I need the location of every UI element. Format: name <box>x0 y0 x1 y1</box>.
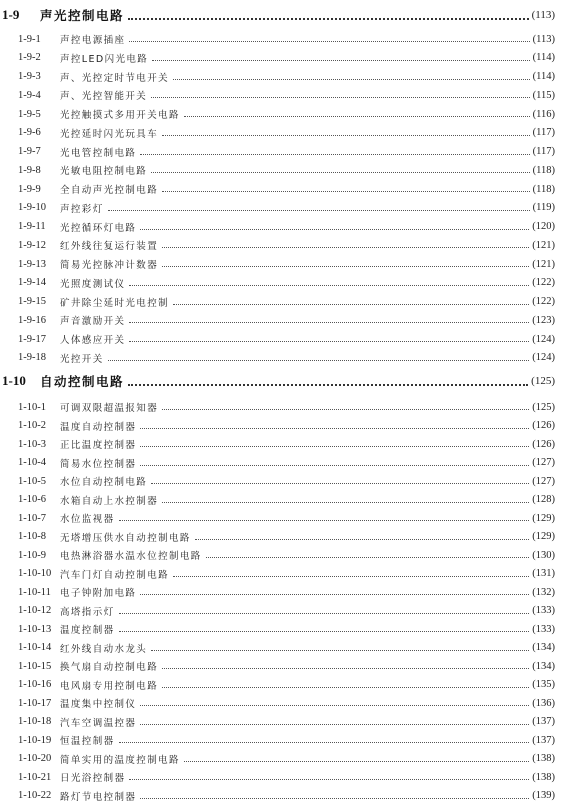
entry-title: 矿井除尘延时光电控制 <box>60 297 170 309</box>
dot-leader <box>173 304 529 305</box>
entry-number: 1-9-11 <box>18 221 46 232</box>
entry-title: 可调双限超温报知器 <box>60 403 159 414</box>
entry-title: 无塔增压供水自动控制电路 <box>60 532 191 544</box>
dot-leader <box>140 446 529 447</box>
entry-title: 红外线往复运行装置 <box>60 241 159 253</box>
entry-title: 汽车空调温控器 <box>60 717 137 729</box>
entry-title: 日光浴控制器 <box>60 773 126 784</box>
entry-page-number: (118) <box>532 164 555 176</box>
toc-entry <box>0 330 563 348</box>
entry-number: 1-9-13 <box>18 258 46 270</box>
entry-title: 简单实用的温度控制电路 <box>60 754 180 766</box>
entry-title: 全自动声光控制电路 <box>60 185 159 196</box>
entry-number: 1-9-9 <box>18 183 41 195</box>
entry-title: 温度集中控制仪 <box>60 699 137 710</box>
entry-page-number: (122) <box>532 296 555 307</box>
entry-number: 1-9-4 <box>18 89 41 101</box>
toc-entry <box>0 68 563 86</box>
toc-entry <box>0 161 563 179</box>
entry-number: 1-10-22 <box>18 790 52 801</box>
toc-entry <box>0 349 563 367</box>
entry-number: 1-9-6 <box>18 127 41 139</box>
entry-page-number: (113) <box>532 33 555 45</box>
entry-page-number: (126) <box>532 438 555 450</box>
dot-leader <box>140 465 529 466</box>
entry-title: 水位自动控制电路 <box>60 477 148 488</box>
toc-entry <box>0 546 563 564</box>
entry-title: 水箱自动上水控制器 <box>60 495 159 507</box>
dot-leader <box>140 594 529 595</box>
toc-entry <box>0 398 563 416</box>
dot-leader <box>140 724 529 725</box>
dot-leader <box>128 384 528 386</box>
toc-entry <box>0 180 563 198</box>
entry-page-number: (128) <box>532 494 555 505</box>
section-number: 1-9 <box>2 7 20 22</box>
dot-leader <box>119 631 529 632</box>
entry-title: 光控开关 <box>60 353 104 365</box>
toc-entry <box>0 657 563 675</box>
toc-entry <box>0 787 563 805</box>
toc-entry <box>0 713 563 731</box>
dot-leader <box>140 428 529 429</box>
entry-page-number: (119) <box>532 202 555 214</box>
entry-page-number: (125) <box>532 401 555 413</box>
entry-page-number: (139) <box>532 790 555 801</box>
toc-entry <box>0 583 563 601</box>
dot-leader <box>140 705 529 706</box>
entry-page-number: (114) <box>532 71 555 82</box>
entry-page-number: (127) <box>532 475 555 487</box>
toc-entry <box>0 236 563 254</box>
entry-title: 声控彩灯 <box>60 203 104 215</box>
entry-page-number: (121) <box>532 258 555 270</box>
entry-number: 1-9-14 <box>18 277 46 289</box>
toc-entry <box>0 417 563 435</box>
section-heading <box>0 370 563 392</box>
entry-title: 换气扇自动控制电路 <box>60 662 159 673</box>
toc-entry <box>0 528 563 546</box>
dot-leader <box>151 483 529 484</box>
toc-entry <box>0 30 563 48</box>
entry-number: 1-9-5 <box>18 108 41 120</box>
dot-leader <box>119 742 529 743</box>
entry-number: 1-10-18 <box>18 716 52 727</box>
toc-entry <box>0 509 563 527</box>
dot-leader <box>162 191 530 192</box>
toc-entry <box>0 676 563 694</box>
dot-leader <box>108 210 530 211</box>
dot-leader <box>140 154 530 155</box>
section-page-number: (113) <box>531 9 555 21</box>
entry-page-number: (134) <box>532 642 555 653</box>
entry-title: 高塔指示灯 <box>60 606 115 618</box>
dot-leader <box>162 135 530 136</box>
entry-page-number: (114) <box>532 52 555 64</box>
entry-page-number: (133) <box>532 623 555 635</box>
entry-number: 1-10-14 <box>18 642 52 653</box>
entry-page-number: (122) <box>532 277 555 289</box>
toc-entry <box>0 105 563 123</box>
dot-leader <box>151 97 530 98</box>
toc-entry <box>0 454 563 472</box>
entry-number: 1-9-18 <box>18 352 46 364</box>
entry-page-number: (129) <box>532 531 555 542</box>
entry-title: 光敏电阻控制电路 <box>60 166 148 178</box>
toc-entry <box>0 639 563 657</box>
toc-entry <box>0 768 563 786</box>
toc-entry <box>0 602 563 620</box>
dot-leader <box>129 41 530 42</box>
toc-entry <box>0 143 563 161</box>
toc-entry <box>0 435 563 453</box>
entry-number: 1-10-7 <box>18 512 46 524</box>
entry-number: 1-9-1 <box>18 33 41 45</box>
dot-leader <box>184 761 529 762</box>
section-number: 1-10 <box>2 373 26 388</box>
entry-number: 1-10-15 <box>18 660 52 672</box>
dot-leader <box>162 687 529 688</box>
entry-number: 1-10-2 <box>18 420 46 431</box>
dot-leader <box>152 60 530 61</box>
entry-title: 电热淋浴器水温水位控制电路 <box>60 551 202 562</box>
toc-entry <box>0 491 563 509</box>
entry-page-number: (138) <box>532 771 555 783</box>
toc-entry <box>0 750 563 768</box>
dot-leader <box>184 116 530 117</box>
entry-title: 声控LED闪光电路 <box>60 53 149 65</box>
entry-number: 1-10-9 <box>18 549 46 561</box>
entry-title: 路灯节电控制器 <box>60 791 137 803</box>
entry-number: 1-10-3 <box>18 438 46 450</box>
entry-page-number: (117) <box>532 127 555 139</box>
dot-leader <box>162 266 529 267</box>
entry-title: 红外线自动水龙头 <box>60 643 148 655</box>
entry-title: 光控延时闪光玩具车 <box>60 128 159 140</box>
entry-title: 声、光控定时节电开关 <box>60 72 170 84</box>
dot-leader <box>129 341 529 342</box>
dot-leader <box>119 520 529 521</box>
entry-title: 光照度测试仪 <box>60 278 126 290</box>
entry-page-number: (134) <box>532 660 555 672</box>
toc-entry <box>0 620 563 638</box>
entry-title: 电风扇专用控制电路 <box>60 680 159 692</box>
entry-title: 汽车门灯自动控制电路 <box>60 569 170 581</box>
entry-page-number: (137) <box>532 734 555 746</box>
toc-entry <box>0 293 563 311</box>
entry-page-number: (121) <box>532 239 555 251</box>
dot-leader <box>195 539 529 540</box>
entry-number: 1-10-1 <box>18 401 46 413</box>
toc-entry <box>0 218 563 236</box>
entry-page-number: (124) <box>532 352 555 364</box>
entry-page-number: (130) <box>532 549 555 561</box>
toc-entry <box>0 199 563 217</box>
dot-leader <box>129 779 529 780</box>
dot-leader <box>151 650 529 651</box>
entry-number: 1-10-17 <box>18 697 52 709</box>
section-page-number: (125) <box>531 375 555 387</box>
entry-title: 声音激励开关 <box>60 316 126 328</box>
entry-number: 1-10-10 <box>18 568 52 579</box>
entry-page-number: (132) <box>532 586 555 598</box>
entry-title: 声控电源插座 <box>60 35 126 46</box>
entry-number: 1-10-20 <box>18 753 52 764</box>
entry-page-number: (129) <box>532 512 555 524</box>
toc-entry <box>0 274 563 292</box>
entry-number: 1-10-11 <box>18 586 51 598</box>
entry-number: 1-9-7 <box>18 146 41 157</box>
toc-entry <box>0 255 563 273</box>
entry-page-number: (126) <box>532 420 555 431</box>
entry-number: 1-9-15 <box>18 296 46 307</box>
entry-title: 温度控制器 <box>60 625 115 636</box>
entry-title: 人体感应开关 <box>60 335 126 346</box>
entry-number: 1-10-19 <box>18 734 52 746</box>
entry-page-number: (124) <box>532 333 555 345</box>
dot-leader <box>162 668 529 669</box>
entry-page-number: (127) <box>532 457 555 468</box>
entry-page-number: (135) <box>532 679 555 690</box>
toc-entry <box>0 731 563 749</box>
section-title: 自动控制电路 <box>40 374 125 389</box>
dot-leader <box>129 285 529 286</box>
entry-number: 1-10-6 <box>18 494 46 505</box>
entry-number: 1-10-12 <box>18 605 52 616</box>
entry-number: 1-10-8 <box>18 531 46 542</box>
entry-title: 温度自动控制器 <box>60 421 137 433</box>
entry-title: 电子钟附加电路 <box>60 588 137 599</box>
entry-title: 光控循环灯电路 <box>60 222 137 234</box>
entry-number: 1-9-17 <box>18 333 46 345</box>
toc-entry <box>0 49 563 67</box>
entry-page-number: (123) <box>532 314 555 326</box>
dot-leader <box>140 229 529 230</box>
dot-leader <box>173 576 529 577</box>
toc-entry <box>0 86 563 104</box>
entry-title: 简易水位控制器 <box>60 458 137 470</box>
dot-leader <box>206 557 529 558</box>
entry-page-number: (137) <box>532 716 555 727</box>
entry-number: 1-9-10 <box>18 202 46 214</box>
entry-page-number: (117) <box>532 146 555 157</box>
entry-page-number: (115) <box>532 89 555 101</box>
toc-entry <box>0 472 563 490</box>
dot-leader <box>108 360 529 361</box>
entry-number: 1-9-16 <box>18 314 46 326</box>
entry-number: 1-9-8 <box>18 164 41 176</box>
entry-title: 水位监视器 <box>60 514 115 525</box>
entry-page-number: (133) <box>532 605 555 616</box>
entry-number: 1-10-4 <box>18 457 46 468</box>
entry-page-number: (136) <box>532 697 555 709</box>
entry-number: 1-9-2 <box>18 52 41 64</box>
dot-leader <box>129 322 529 323</box>
entry-number: 1-9-12 <box>18 239 46 251</box>
dot-leader <box>162 502 529 503</box>
toc-entry <box>0 565 563 583</box>
dot-leader <box>162 247 529 248</box>
entry-number: 1-10-5 <box>18 475 46 487</box>
dot-leader <box>162 409 529 410</box>
entry-title: 光电管控制电路 <box>60 147 137 159</box>
dot-leader <box>140 798 529 799</box>
toc-entry <box>0 124 563 142</box>
dot-leader <box>128 18 529 20</box>
entry-page-number: (131) <box>532 568 555 579</box>
entry-title: 恒温控制器 <box>60 736 115 747</box>
entry-number: 1-10-16 <box>18 679 52 690</box>
entry-title: 光控触摸式多用开关电路 <box>60 110 180 121</box>
toc-entry <box>0 694 563 712</box>
entry-page-number: (138) <box>532 753 555 764</box>
toc-entry <box>0 311 563 329</box>
entry-page-number: (116) <box>532 108 555 120</box>
dot-leader <box>173 79 530 80</box>
section-title: 声光控制电路 <box>40 8 125 23</box>
dot-leader <box>151 172 530 173</box>
dot-leader <box>119 613 529 614</box>
entry-number: 1-10-21 <box>18 771 52 783</box>
entry-number: 1-9-3 <box>18 71 41 82</box>
entry-title: 声、光控智能开关 <box>60 91 148 103</box>
entry-page-number: (118) <box>532 183 555 195</box>
entry-title: 正比温度控制器 <box>60 440 137 451</box>
entry-title: 简易光控脉冲计数器 <box>60 260 159 271</box>
section-heading <box>0 4 563 26</box>
entry-page-number: (120) <box>532 221 555 232</box>
entry-number: 1-10-13 <box>18 623 52 635</box>
